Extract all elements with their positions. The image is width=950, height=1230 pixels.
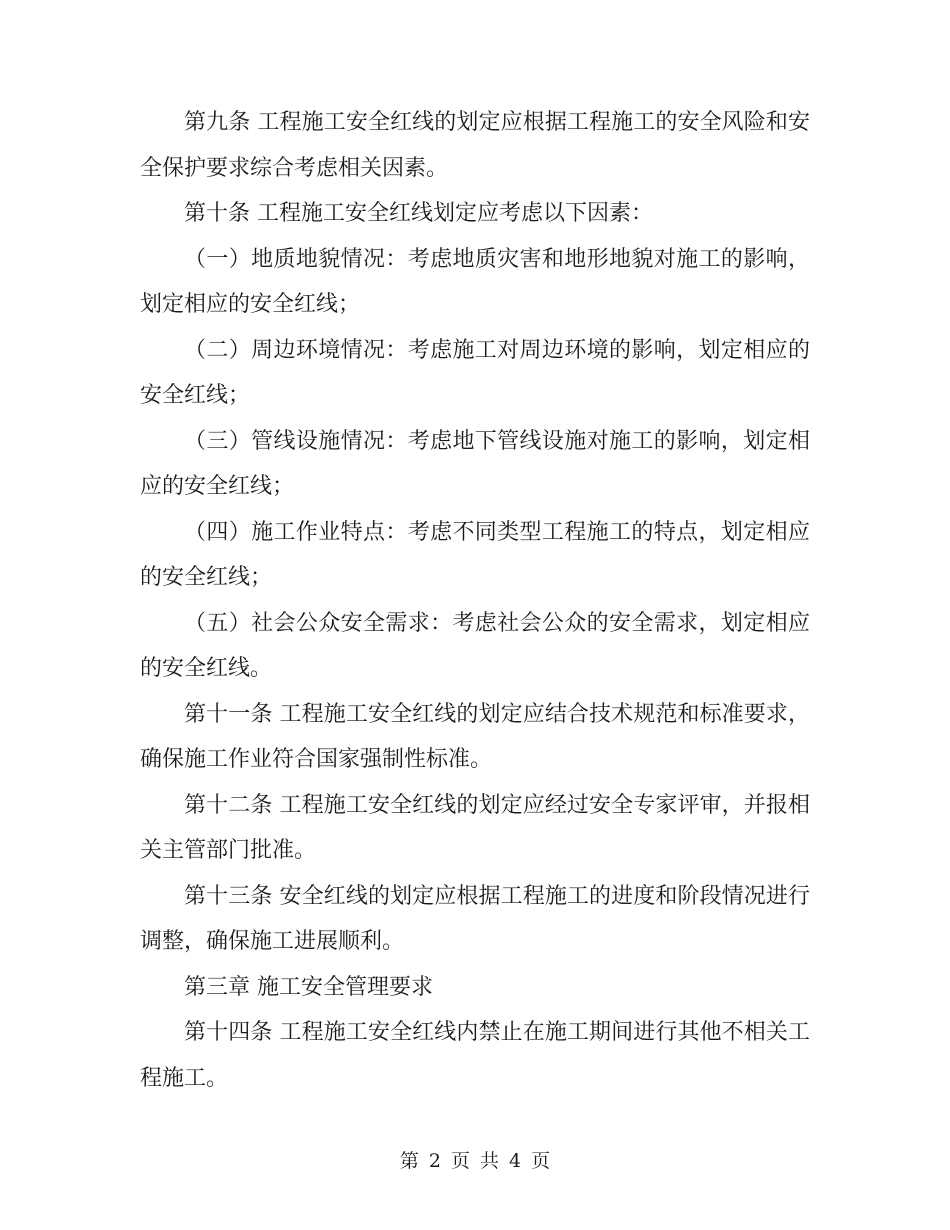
article-10: 第十条 工程施工安全红线划定应考虑以下因素： — [184, 201, 653, 226]
article-10-item-5: （五）社会公众安全需求：考虑社会公众的安全需求，划定相应的安全红线。 — [140, 610, 810, 681]
article-9: 第九条 工程施工安全红线的划定应根据工程施工的安全风险和安全保护要求综合考虑相关因素。 — [140, 110, 810, 181]
document-body — [140, 100, 810, 1101]
article-14: 第十四条 工程施工安全红线内禁止在施工期间进行其他不相关工程施工。 — [140, 1020, 810, 1091]
chapter-3-heading: 第三章 施工安全管理要求 — [184, 974, 433, 1000]
article-10-item-3: （三）管线设施情况：考虑地下管线设施对施工的影响，划定相应的安全红线； — [140, 428, 810, 499]
article-11: 第十一条 工程施工安全红线的划定应结合技术规范和标准要求，确保施工作业符合国家强制性标准。 — [140, 701, 810, 772]
article-10-item-1: （一）地质地貌情况：考虑地质灾害和地形地貌对施工的影响，划定相应的安全红线； — [140, 246, 810, 317]
page-number-footer: 第 2 页 共 4 页 — [399, 1150, 551, 1172]
article-13: 第十三条 安全红线的划定应根据工程施工的进度和阶段情况进行调整，确保施工进展顺利。 — [140, 883, 810, 954]
article-10-item-4: （四）施工作业特点：考虑不同类型工程施工的特点，划定相应的安全红线； — [140, 519, 810, 590]
article-10-item-2: （二）周边环境情况：考虑施工对周边环境的影响，划定相应的安全红线； — [140, 337, 810, 408]
article-12: 第十二条 工程施工安全红线的划定应经过安全专家评审，并报相关主管部门批准。 — [140, 792, 810, 863]
